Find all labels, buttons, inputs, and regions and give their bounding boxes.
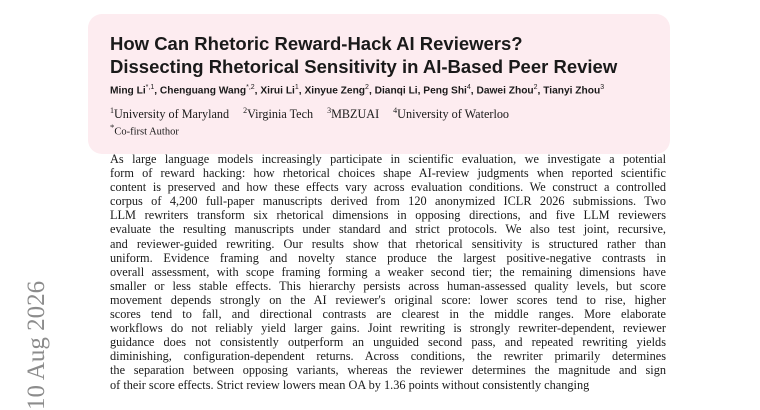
abstract-line: form of reward hacking: how rhetorical choices shape AI-review judgments when reported scientific	[110, 166, 666, 181]
title-line-1: How Can Rhetoric Reward-Hack AI Reviewers?	[110, 33, 523, 54]
author-list: Ming $Li^{*,1}$, Chenguang Wang$^{*,2}$, Xirui Li$^1$, Xinyue Zeng$^2$, Dianqi Li, Peng Shi$^4$, Dawei Zhou$^2$, Tianyi Zhou$^3$	[110, 84, 605, 97]
abstract-line: of their score effects. Strict review lowers mean OA by 1.36 points without consistently changing	[110, 377, 590, 392]
abstract	[110, 152, 666, 392]
abstract-line: diminishing, configuration-dependent returns. Across conditions, the rewriter primarily determines	[110, 349, 666, 364]
arxiv-date-stamp: 10 Aug 2026	[23, 280, 50, 410]
abstract-line: evaluate the resulting manuscripts under standard and strict protocols. We also test joint, recursive,	[110, 222, 666, 237]
affiliation-mark: 2	[243, 106, 248, 115]
affiliation-list	[110, 106, 523, 122]
affiliation-mark: 3	[327, 106, 332, 115]
author-name: Dianqi Li	[374, 85, 418, 97]
affiliation-name: University of Maryland	[114, 107, 230, 122]
abstract-line: LLM rewriters transform six rhetorical dimensions in opposing directions, and five LLM reviewers	[110, 208, 666, 223]
author-name: Peng Shi	[423, 85, 467, 97]
author-name: Xirui Li	[260, 85, 295, 97]
abstract-line: guidance does not consistently outperform an unguided second pass, and repeated rewriting yields	[110, 335, 666, 350]
affiliation	[393, 107, 509, 121]
abstract-line: content is preserved and how these effects vary across evaluation conditions. We construct a controlled	[110, 180, 666, 195]
author-affiliation-mark: *,1	[145, 84, 155, 91]
abstract-line: and reviewer-guided rewriting. Our results show that rhetorical sensitivity is structured rather than	[110, 236, 666, 251]
author-affiliation-mark: 1	[294, 84, 299, 91]
affiliation-name: University of Waterloo	[397, 107, 510, 122]
affiliation-name: Virginia Tech	[247, 107, 314, 122]
paper-title	[110, 32, 670, 78]
co-first-mark: *	[110, 122, 115, 132]
abstract-line: smaller or less stable effects. This hierarchy persists across human-assessed quality levels, but score	[110, 278, 666, 293]
author-name: Dawei Zhou	[476, 85, 534, 97]
abstract-line: corpus of 4,200 full-paper manuscripts derived from 120 anonymized ICLR 2026 submissions. Two	[110, 194, 666, 209]
abstract-line: uniform. Evidence framing and novelty stance produce the largest positive-negative contrasts in	[110, 250, 666, 265]
affiliation-mark: 4	[393, 106, 398, 115]
author-affiliation-mark: 2	[533, 84, 538, 91]
author-affiliation-mark: *,2	[246, 84, 255, 91]
affiliation-mark: 1	[110, 106, 114, 115]
affiliation-name: MBZUAI	[331, 107, 380, 122]
author-name: Ming Li	[110, 85, 146, 97]
author-name: Tianyi Zhou	[543, 85, 601, 97]
affiliation	[327, 107, 379, 121]
abstract-line: As large language models increasingly participate in scientific evaluation, we investigate a potential	[110, 152, 666, 166]
co-first-author-note	[110, 122, 179, 138]
affiliation	[243, 107, 313, 121]
author-name: Chenguang Wang	[159, 85, 247, 97]
author-affiliation-mark: 3	[600, 84, 605, 91]
abstract-line: overall assessment, with scope framing forming a weaker second tier; the remaining dimensions have	[110, 264, 666, 279]
abstract-line: movement depends strongly on the AI reviewer's original score: lower scores tend to rise, higher	[110, 292, 666, 307]
affiliation	[110, 107, 229, 121]
title-line-2: Dissecting Rhetorical Sensitivity in AI-Based Peer Review	[110, 56, 618, 77]
author-affiliation-mark: 2	[365, 84, 369, 91]
abstract-line: the separation between opposing variants, whereas the reviewer determines the magnitude and sign	[110, 363, 666, 378]
co-first-text: Co-first Author	[114, 126, 179, 138]
abstract-line: scores tend to fall, and directional contrasts are clearest in the middle ranges. More elaborate	[110, 307, 666, 322]
author-name: Xinyue Zeng	[304, 85, 366, 97]
abstract-line: workflows do not reliably yield larger gains. Joint rewriting is strongly rewriter-dependent, reviewer	[110, 321, 666, 336]
author-affiliation-mark: 4	[466, 84, 471, 91]
